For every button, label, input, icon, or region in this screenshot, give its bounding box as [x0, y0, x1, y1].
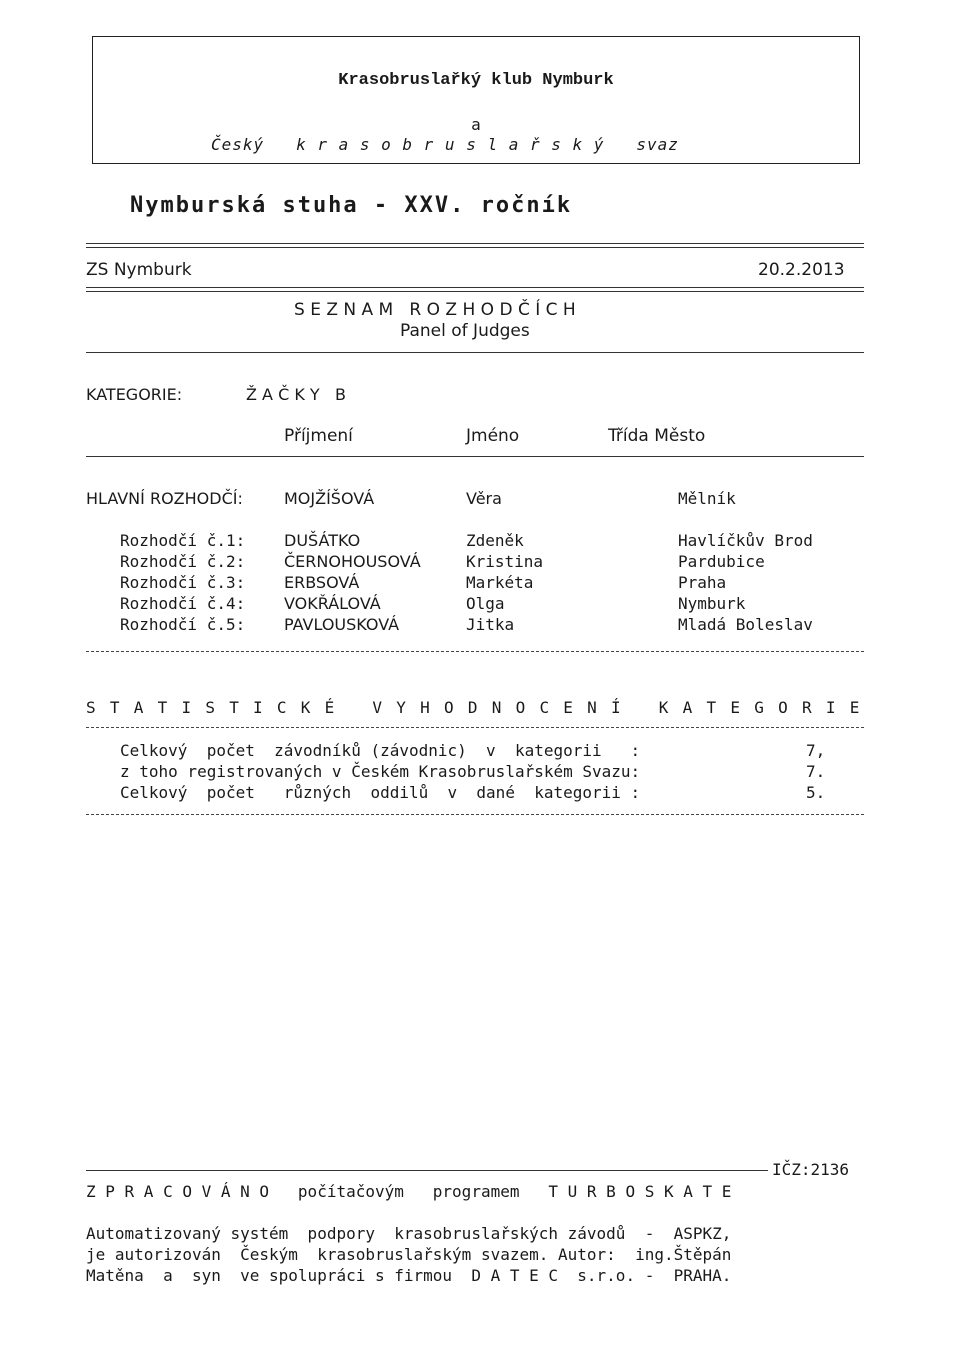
column-name: Jméno [466, 426, 520, 446]
dashed-divider [86, 814, 864, 815]
category-label: KATEGORIE: [86, 385, 183, 404]
judge-surname: ČERNOHOUSOVÁ [284, 552, 421, 571]
judge-role: Rozhodčí č.5: [120, 615, 246, 634]
statistics-value: 7, [806, 741, 826, 760]
statistics-value: 7. [806, 762, 826, 781]
event-title: Nymburská stuha - XXV. ročník [130, 193, 573, 218]
judge-role: Rozhodčí č.3: [120, 573, 246, 592]
judge-city: Praha [678, 573, 727, 592]
divider-section [86, 352, 864, 353]
dashed-divider [86, 727, 864, 728]
divider-double-top [86, 243, 864, 248]
footer-line: Matěna a syn ve spolupráci s firmou D A T E C s.r.o. - PRAHA. [86, 1266, 732, 1285]
judge-surname: DUŠÁTKO [284, 531, 361, 550]
dashed-divider [86, 651, 864, 652]
judge-surname: ERBSOVÁ [284, 573, 360, 592]
header-box [92, 36, 860, 164]
judge-name: Markéta [466, 573, 534, 592]
judge-surname: PAVLOUSKOVÁ [284, 615, 400, 634]
statistics-label: Celkový počet závodníků (závodnic) v kategorii : [120, 741, 641, 760]
section-subtitle: Panel of Judges [400, 321, 530, 341]
club-name: Krasobruslařký klub Nymburk [338, 71, 614, 90]
head-judge-surname: MOJŽÍŠOVÁ [284, 489, 375, 508]
judge-surname: VOKŘÁLOVÁ [284, 594, 381, 613]
category-value: Ž A Č K Y B [246, 385, 346, 404]
event-date: 20.2.2013 [758, 260, 845, 280]
federation-name: Český k r a s o b r u s l a ř s k ý svaz [211, 135, 679, 154]
header-conjunction: a [471, 115, 481, 134]
section-title: S E Z N A M R O Z H O D Č Í C H [294, 300, 576, 320]
footer-rule [86, 1170, 768, 1171]
judge-city: Havlíčkův Brod [678, 531, 813, 550]
judge-city: Mladá Boleslav [678, 615, 813, 634]
icz-code: IČZ:2136 [772, 1160, 850, 1179]
judge-name: Zdeněk [466, 531, 524, 550]
column-surname: Příjmení [284, 426, 353, 446]
processed-line: Z P R A C O V Á N O počítačovým programem T U R B O S K A T E [86, 1182, 732, 1201]
judge-name: Kristina [466, 552, 544, 571]
divider-double-bottom [86, 287, 864, 292]
divider-columns [86, 456, 864, 457]
statistics-label: z toho registrovaných v Českém Krasobruslařském Svazu: [120, 762, 641, 781]
judge-city: Pardubice [678, 552, 765, 571]
judge-name: Olga [466, 594, 505, 613]
judge-role: Rozhodčí č.2: [120, 552, 246, 571]
head-judge-city: Mělník [678, 489, 736, 508]
judge-role: Rozhodčí č.4: [120, 594, 246, 613]
judge-name: Jitka [466, 615, 515, 634]
judge-city: Nymburk [678, 594, 746, 613]
head-judge-role: HLAVNÍ ROZHODČÍ: [86, 489, 243, 508]
footer-line: Automatizovaný systém podpory krasobruslařských závodů - ASPKZ, [86, 1224, 732, 1243]
statistics-value: 5. [806, 783, 826, 802]
statistics-label: Celkový počet různých oddilů v dané kategorii : [120, 783, 641, 802]
statistics-title: S T A T I S T I C K É V Y H O D N O C E N Í K A T E G O R I E [86, 698, 862, 717]
event-venue: ZS Nymburk [86, 260, 192, 280]
footer-line: je autorizován Českým krasobruslařským svazem. Autor: ing.Štěpán [86, 1245, 732, 1264]
head-judge-name: Věra [466, 489, 502, 508]
judge-role: Rozhodčí č.1: [120, 531, 246, 550]
column-class-city: Třída Město [608, 426, 706, 446]
